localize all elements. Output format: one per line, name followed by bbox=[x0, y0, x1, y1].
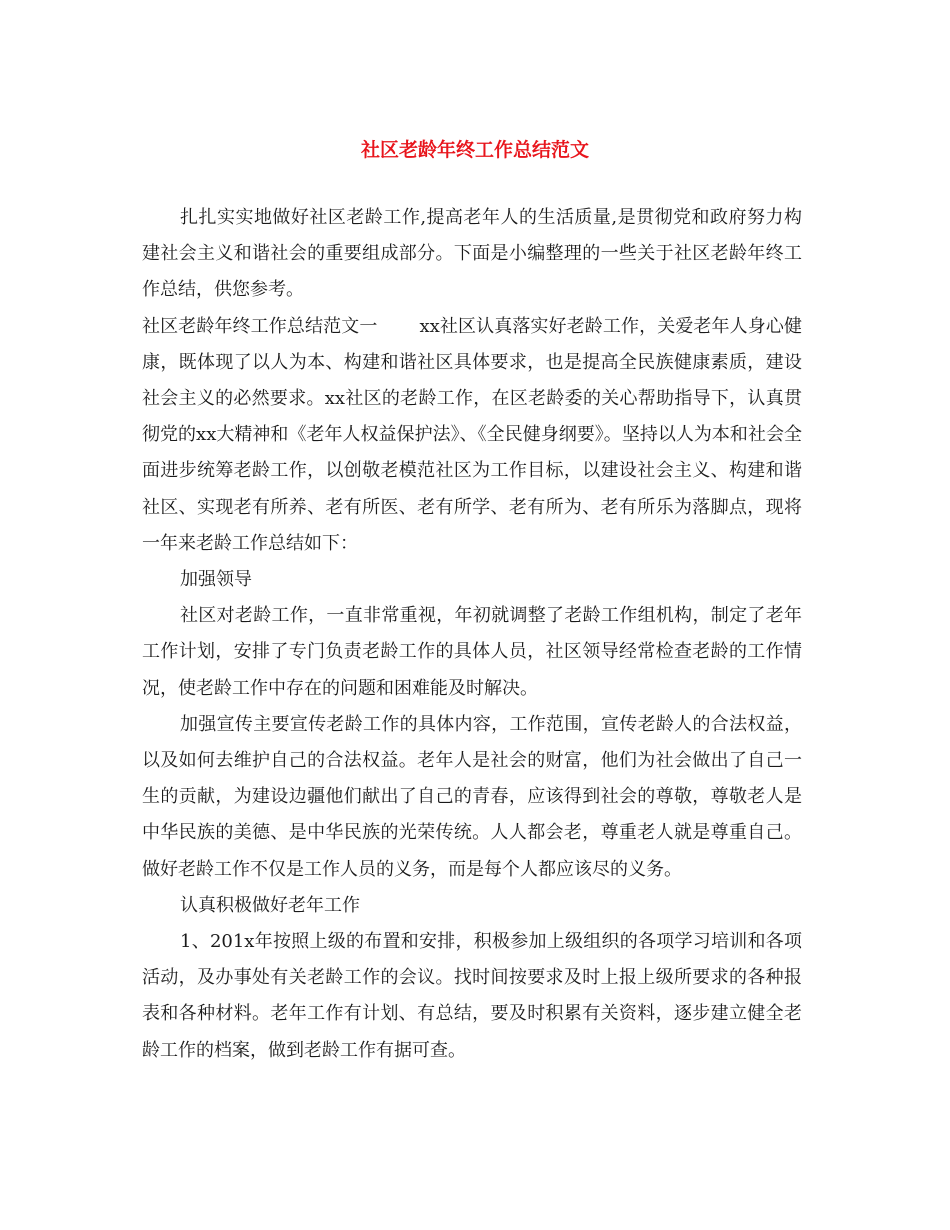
subheading-leadership: 加强领导 bbox=[180, 569, 252, 591]
paragraph-item-1: 1、201x年按照上级的布置和安排，积极参加上级组织的各项学习培训和各项活动，及办事处有关老龄工作的会议。找时间按要求及时上报上级所要求的各种报表和各种材料。老年工作有计划、有总结，要及时积累有关资料，逐步建立健全老龄工作的档案，做到老龄工作有据可查。 bbox=[142, 931, 802, 1061]
section-paragraph bbox=[142, 309, 802, 562]
document-title: 社区老龄年终工作总结范文 bbox=[360, 139, 589, 161]
paragraph-publicity: 加强宣传主要宣传老龄工作的具体内容，工作范围，宣传老龄人的合法权益，以及如何去维护自己的合法权益。老年人是社会的财富，他们为社会做出了自己一生的贡献，为建设边疆他们献出了自己的青春，应该得到社会的尊敬，尊敬老人是中华民族的美德、是中华民族的光荣传统。人人都会老，尊重老人就是尊重自己。做好老龄工作不仅是工作人员的义务，而是每个人都应该尽的义务。 bbox=[142, 713, 802, 880]
subheading-elderly-work: 认真积极做好老年工作 bbox=[180, 894, 360, 916]
section-intro: xx社区认真落实好老龄工作，关爱老年人身心健康，既体现了以人为本、构建和谐社区具体要求，也是提高全民族健康素质，建设社会主义的必然要求。xx社区的老龄工作，在区老龄委的关心帮助指导下，认真贯彻党的xx大精神和《老年人权益保护法》、《全民健身纲要》。坚持以人为本和社会全面进步统筹老龄工作，以创敬老模范社区为工作目标，以建设社会主义、构建和谐社区、实现老有所养、老有所医、老有所学、老有所为、老有所乐为落脚点，现将一年来老龄工作总结如下： bbox=[142, 315, 802, 554]
paragraph-leadership: 社区对老龄工作，一直非常重视，年初就调整了老龄工作组机构，制定了老年工作计划，安排了专门负责老龄工作的具体人员，社区领导经常检查老龄的工作情况，使老龄工作中存在的问题和困难能及时解决。 bbox=[142, 605, 802, 699]
intro-paragraph: 扎扎实实地做好社区老龄工作,提高老年人的生活质量,是贯彻党和政府努力构建社会主义和谐社会的重要组成部分。下面是小编整理的一些关于社区老龄年终工作总结，供您参考。 bbox=[142, 207, 802, 301]
document-body bbox=[142, 200, 802, 1069]
section-heading: 社区老龄年终工作总结范文一 bbox=[142, 315, 378, 337]
